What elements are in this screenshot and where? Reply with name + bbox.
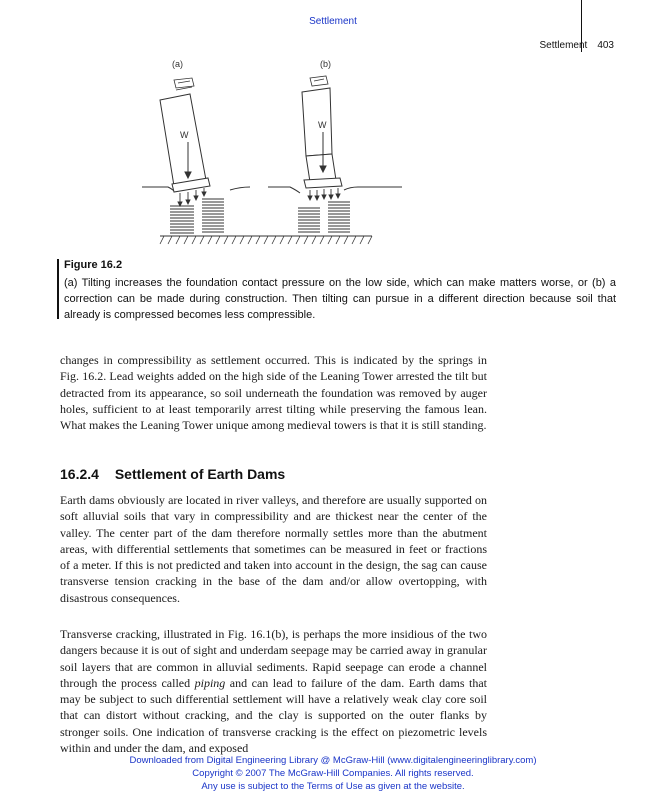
- tower-b-top-ring: [310, 76, 328, 86]
- ground-surface-b: [268, 187, 300, 193]
- tower-a-springs: [170, 199, 224, 233]
- figure-16-2-diagram: [140, 56, 410, 250]
- figure-label-a: (a): [172, 59, 183, 69]
- caption-text: (a) Tilting increases the foundation contact pressure on the low side, which can make matters worse, or (b) a correction can be made during construction. Then tilting can pursue in a different direction because soil that already is compressed becomes less compressible.: [64, 277, 616, 321]
- tower-b-pressure-arrows: [308, 188, 340, 200]
- figure-label-b: (b): [320, 59, 331, 69]
- caption-accent-bar: [57, 259, 59, 319]
- tower-a-top-ring: [174, 78, 194, 90]
- ground-surface-a: [142, 187, 174, 191]
- running-title: Settlement: [539, 40, 588, 51]
- weight-label-a: W: [180, 130, 189, 140]
- caption-label: Figure 16.2: [64, 259, 123, 271]
- top-settlement-link[interactable]: Settlement: [309, 16, 357, 27]
- paragraph-3-part-1: Transverse cracking, illustrated in Fig. 16.1(b), is perhaps the more insidious of the two dangers because it is out of sight and underdam seepage may be carried away in granular soil layers that are common in alluvial sediments. Rapid seepage can erode a channel through the process called: [60, 627, 487, 690]
- section-heading: [60, 466, 285, 482]
- running-header: [540, 40, 615, 51]
- page-number: 403: [597, 40, 614, 51]
- piping-term: piping: [194, 675, 226, 690]
- figure-caption: [64, 259, 616, 323]
- weight-label-b: W: [318, 120, 327, 130]
- footer-copyright[interactable]: Copyright © 2007 The McGraw-Hill Companies. All rights reserved.: [192, 768, 474, 779]
- ground-surface-b-right: [344, 187, 402, 190]
- paragraph-1: changes in compressibility as settlement occurred. This is indicated by the springs in Fig. 16.2. Lead weights added on the high side of the Leaning Tower arrested the tilt but detracted from its appearance, so soil underneath the foundation was removed by auger holes, sufficient to at least temporarily arrest tilting while preserving the famous lean. What makes the Leaning Tower unique among medieval towers is that it is still standing.: [60, 353, 487, 433]
- section-number: 16.2.4: [60, 466, 99, 482]
- footer-terms-link[interactable]: Any use is subject to the Terms of Use as given at the website.: [201, 781, 465, 792]
- footer-download-link[interactable]: Downloaded from Digital Engineering Library @ McGraw-Hill (www.digitalengineeringlibrary.com): [129, 755, 537, 766]
- tower-b-springs: [298, 202, 350, 232]
- section-title: Settlement of Earth Dams: [114, 466, 286, 482]
- tower-a: [160, 94, 210, 192]
- ground-surface-a-right: [230, 187, 250, 190]
- tower-b: [302, 88, 342, 188]
- paragraph-2: Earth dams obviously are located in river valleys, and therefore are usually supported on soft alluvial soils that vary in compressibility and are thickest near the center of the valley. The center part of the dam therefore normally settles more than the abutment areas, with differential settlements that sometimes can be measured in feet or fractions of a meter. If this is not predicted and taken into account in the design, the sag can cause transverse tension cracking in the base of the dam and/or allow overtopping, with disastrous consequences.: [60, 493, 487, 605]
- bedrock-hatching: [160, 236, 372, 244]
- paragraph-3-part-2: and can lead to failure of the dam. Earth dams that may be subject to such differential settlement will have a relatively weak clay core soil that can distort without cracking, and the clay is supported on the outer flanks by stronger soils. One indication of transverse cracking is the effect on piezometric levels within and under the dam, and exposed: [60, 675, 488, 756]
- footer: [0, 754, 666, 793]
- paragraph-3: [60, 626, 487, 756]
